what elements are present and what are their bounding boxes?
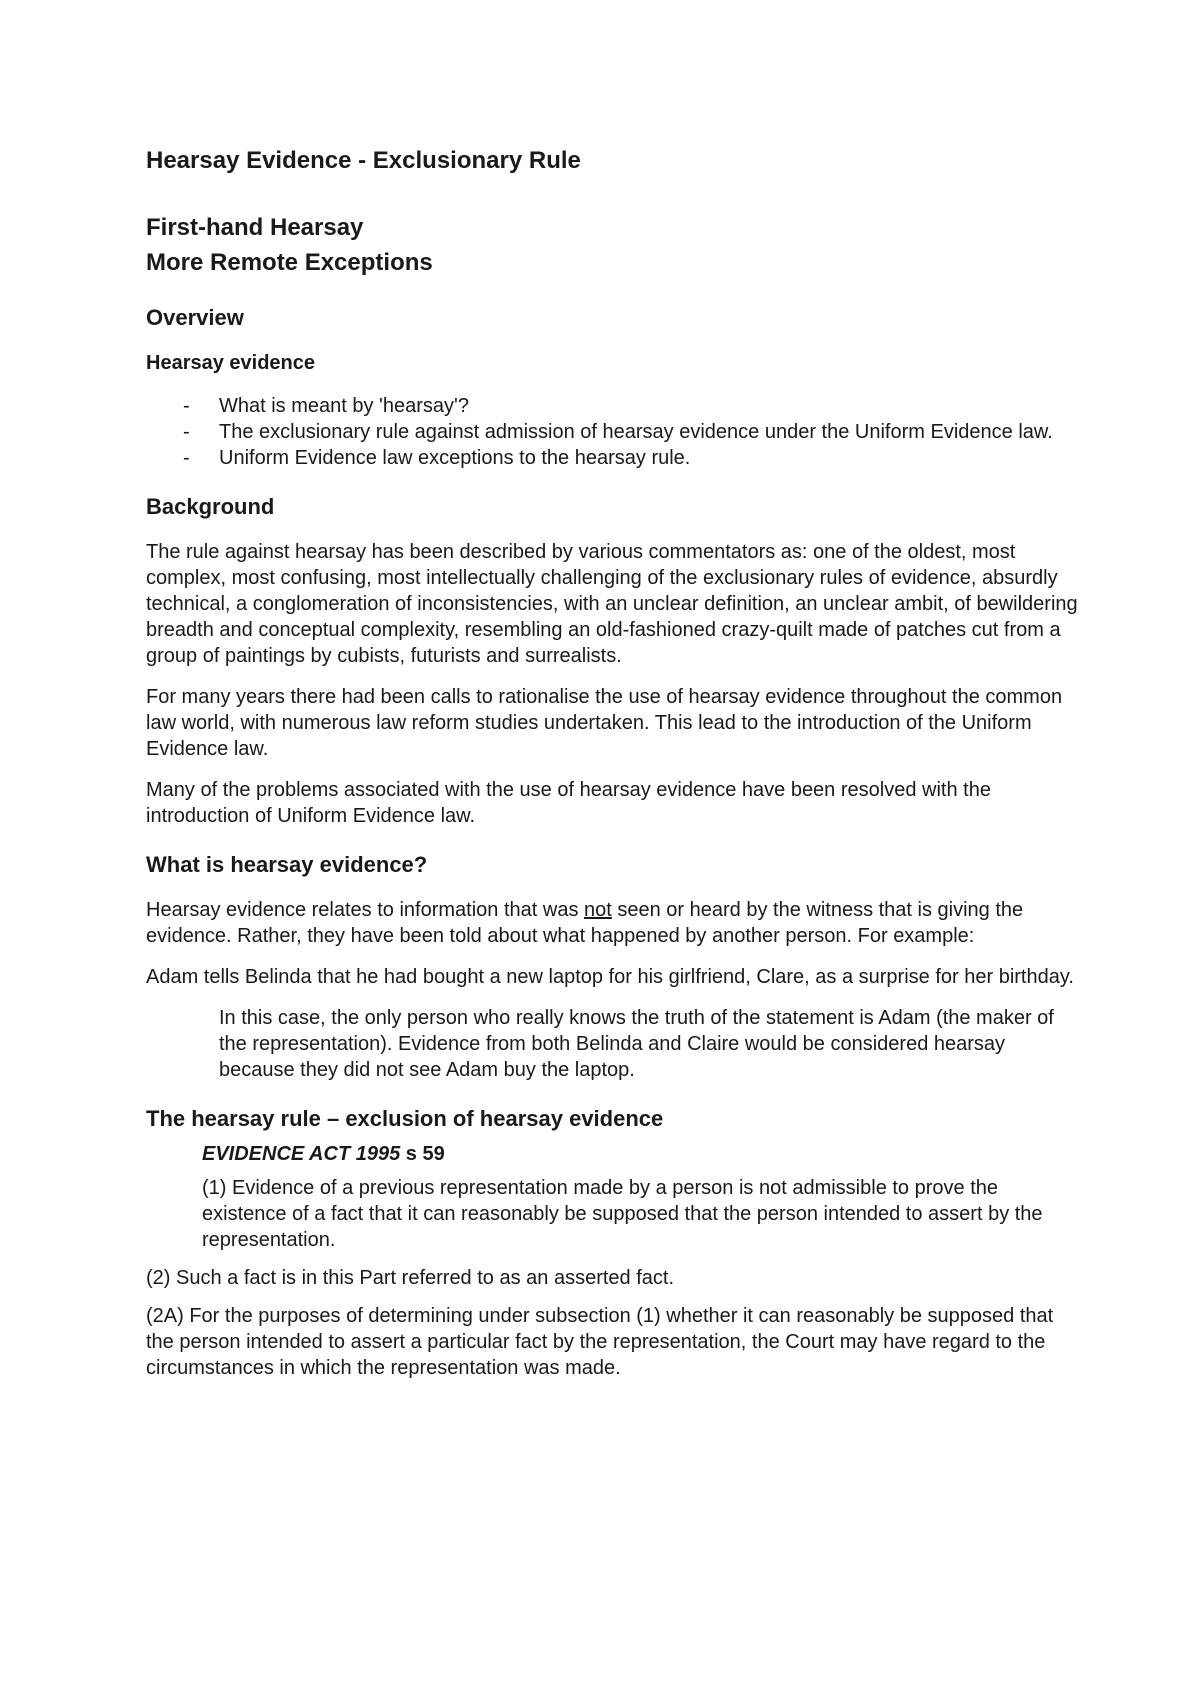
dash-bullet: - xyxy=(183,421,190,443)
underlined-emphasis: not xyxy=(584,899,612,921)
background-paragraph: The rule against hearsay has been described by various commentators as: one of the oldest, most complex, most confusing, most intellectually challenging of the exclusionary rules of evidence, absurdly technical, a conglomeration of inconsistencies, with an unclear definition, an unclear ambit, of bewildering breadth and conceptual complexity, resembling an old-fashioned crazy-quilt made of patches cut from a group of paintings by cubists, futurists and surrealists. xyxy=(146,541,1078,667)
dash-bullet: - xyxy=(183,447,190,469)
hearsay-evidence-subheading: Hearsay evidence xyxy=(146,352,316,374)
definition-text-start: Hearsay evidence relates to information that was xyxy=(146,899,584,921)
list-item xyxy=(146,445,1086,471)
act-citation xyxy=(202,1141,1086,1167)
list-item xyxy=(146,419,1086,445)
dash-bullet: - xyxy=(183,395,190,417)
list-item-text: What is meant by 'hearsay'? xyxy=(219,395,469,417)
subtitle-block xyxy=(146,210,1086,280)
subsection-1: (1) Evidence of a previous representation made by a person is not admissible to prove the existence of a fact that it can reasonably be supposed that the person intended to assert by the representation. xyxy=(202,1177,1043,1251)
overview-heading: Overview xyxy=(146,305,244,330)
subsection-2a: (2A) For the purposes of determining under subsection (1) whether it can reasonably be supposed that the person intended to assert a particular fact by the representation, the Court may have regard to the circumstances in which the representation was made. xyxy=(146,1305,1054,1379)
definition-paragraph xyxy=(146,897,1086,949)
list-item-text: The exclusionary rule against admission of hearsay evidence under the Uniform Evidence law. xyxy=(219,421,1053,443)
what-is-hearsay-heading: What is hearsay evidence? xyxy=(146,852,428,877)
document-body xyxy=(146,146,1086,1396)
subtitle-remote-exceptions: More Remote Exceptions xyxy=(146,249,433,276)
subsection-2: (2) Such a fact is in this Part referred to as an asserted fact. xyxy=(146,1267,675,1289)
background-paragraph: Many of the problems associated with the use of hearsay evidence have been resolved with the introduction of Uniform Evidence law. xyxy=(146,779,991,827)
act-name: EVIDENCE ACT 1995 xyxy=(202,1143,401,1165)
list-item xyxy=(146,393,1086,419)
act-section: s 59 xyxy=(400,1143,445,1165)
list-item-text: Uniform Evidence law exceptions to the hearsay rule. xyxy=(219,447,691,469)
background-paragraph: For many years there had been calls to rationalise the use of hearsay evidence throughout the common law world, with numerous law reform studies undertaken. This lead to the introduction of the Uniform Evidence law. xyxy=(146,686,1063,760)
document-title: Hearsay Evidence - Exclusionary Rule xyxy=(146,147,581,174)
overview-list xyxy=(146,393,1086,471)
background-heading: Background xyxy=(146,494,275,519)
example-explanation: In this case, the only person who really knows the truth of the statement is Adam (the maker of the representation). Evidence from both Belinda and Claire would be considered hearsay because they did not see Adam buy the laptop. xyxy=(219,1007,1054,1081)
definition-text-end: seen or heard by the witness that is giving the evidence. Rather, they have been told about what happened by another person. For example: xyxy=(146,899,1024,947)
example-paragraph: Adam tells Belinda that he had bought a new laptop for his girlfriend, Clare, as a surprise for her birthday. xyxy=(146,966,1074,988)
hearsay-rule-heading: The hearsay rule – exclusion of hearsay evidence xyxy=(146,1106,664,1131)
subtitle-first-hand: First-hand Hearsay xyxy=(146,214,364,241)
